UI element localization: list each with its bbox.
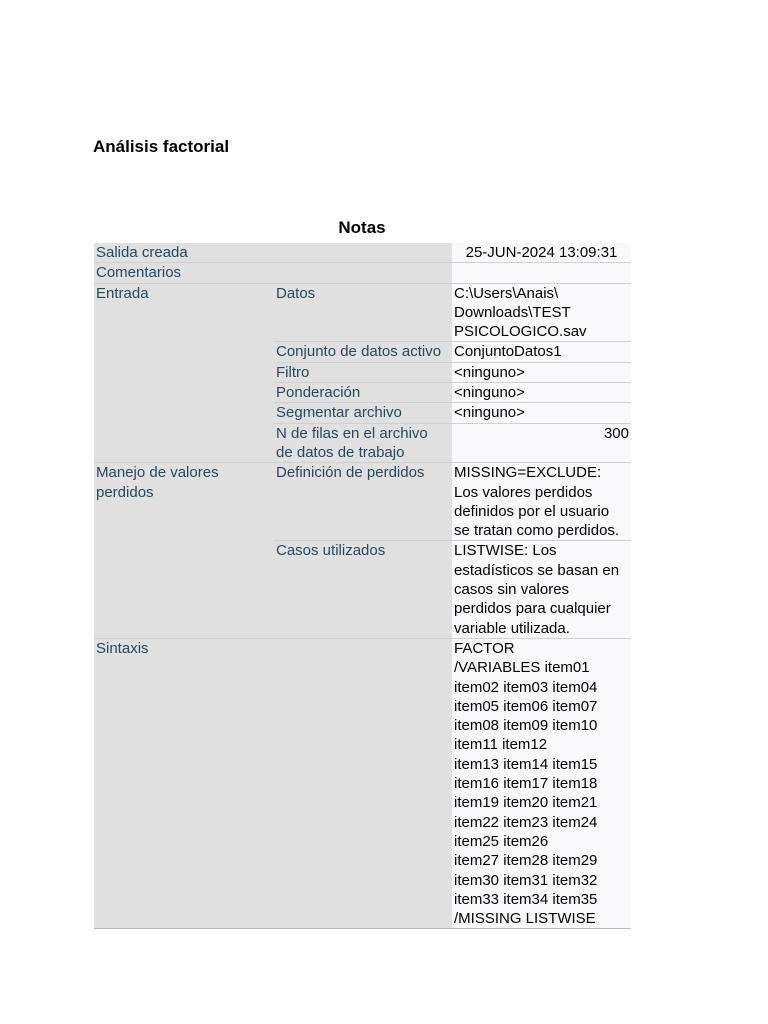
label-line: N de filas en el archivo (276, 424, 428, 442)
table-row (94, 283, 631, 342)
syntax-line: item08 item09 item10 (454, 717, 598, 735)
value-line: perdidos para cualquier (454, 600, 611, 618)
section-title: Análisis factorial (93, 137, 230, 156)
notes-table (94, 243, 631, 929)
value-line: LISTWISE: Los (454, 542, 557, 560)
syntax-line: item13 item14 item15 (454, 755, 598, 773)
row-label-entrada: Entrada (94, 283, 274, 463)
syntax-line: /MISSING LISTWISE (454, 910, 596, 928)
label-line: de datos de trabajo (276, 443, 405, 461)
value-comentarios (452, 263, 631, 283)
syntax-line: item30 item31 item32 (454, 871, 598, 889)
value-line: estadísticos se basan en (454, 561, 620, 579)
syntax-line: item11 item12 (454, 736, 548, 754)
value-line: Downloads\TEST (454, 303, 571, 321)
value-n-filas: 300 (452, 423, 631, 463)
value-line: MISSING=EXCLUDE: (454, 464, 602, 482)
value-line: Los valores perdidos (454, 483, 593, 501)
value-line: PSICOLOGICO.sav (454, 323, 587, 341)
syntax-line: item25 item26 (454, 832, 549, 850)
table-row (94, 243, 631, 263)
syntax-line: item22 item23 item24 (454, 813, 598, 831)
value-line: definidos por el usuario (454, 502, 610, 520)
row-label-n-filas (274, 423, 452, 463)
row-label-segmentar: Segmentar archivo (274, 403, 452, 423)
syntax-line: item16 item17 item18 (454, 775, 598, 793)
label-line: perdidos (96, 483, 154, 501)
row-label-datos: Datos (274, 283, 452, 342)
value-conjunto: ConjuntoDatos1 (452, 342, 631, 362)
row-label-casos: Casos utilizados (274, 541, 452, 638)
syntax-line: item05 item06 item07 (454, 697, 598, 715)
table-row (94, 463, 631, 541)
value-line: C:\Users\Anais\ (454, 284, 559, 302)
syntax-line: item27 item28 item29 (454, 852, 598, 870)
syntax-line: item19 item20 item21 (454, 794, 598, 812)
value-line: variable utilizada. (454, 619, 570, 637)
table-row (94, 263, 631, 283)
row-label-sintaxis: Sintaxis (94, 638, 452, 928)
value-datos (452, 283, 631, 342)
table-row (94, 638, 631, 928)
value-casos (452, 541, 631, 638)
row-label-ponderacion: Ponderación (274, 383, 452, 403)
value-sintaxis (452, 638, 631, 928)
row-label-salida-creada: Salida creada (94, 243, 452, 263)
syntax-line: item02 item03 item04 (454, 678, 598, 696)
value-line: se tratan como perdidos. (454, 522, 620, 540)
row-label-definicion: Definición de perdidos (274, 463, 452, 541)
row-label-filtro: Filtro (274, 362, 452, 382)
syntax-line: FACTOR (454, 639, 515, 657)
syntax-line: item33 item34 item35 (454, 890, 598, 908)
value-line: casos sin valores (454, 581, 570, 599)
value-segmentar: <ninguno> (452, 403, 631, 423)
row-label-comentarios: Comentarios (94, 263, 452, 283)
label-line: Manejo de valores (96, 464, 219, 482)
value-ponderacion: <ninguno> (452, 383, 631, 403)
value-salida-creada: 25-JUN-2024 13:09:31 (452, 243, 631, 263)
row-label-conjunto: Conjunto de datos activo (274, 342, 452, 362)
table-caption: Notas (338, 218, 386, 237)
row-label-manejo (94, 463, 274, 639)
value-filtro: <ninguno> (452, 362, 631, 382)
syntax-line: /VARIABLES item01 (454, 659, 590, 677)
value-definicion (452, 463, 631, 541)
